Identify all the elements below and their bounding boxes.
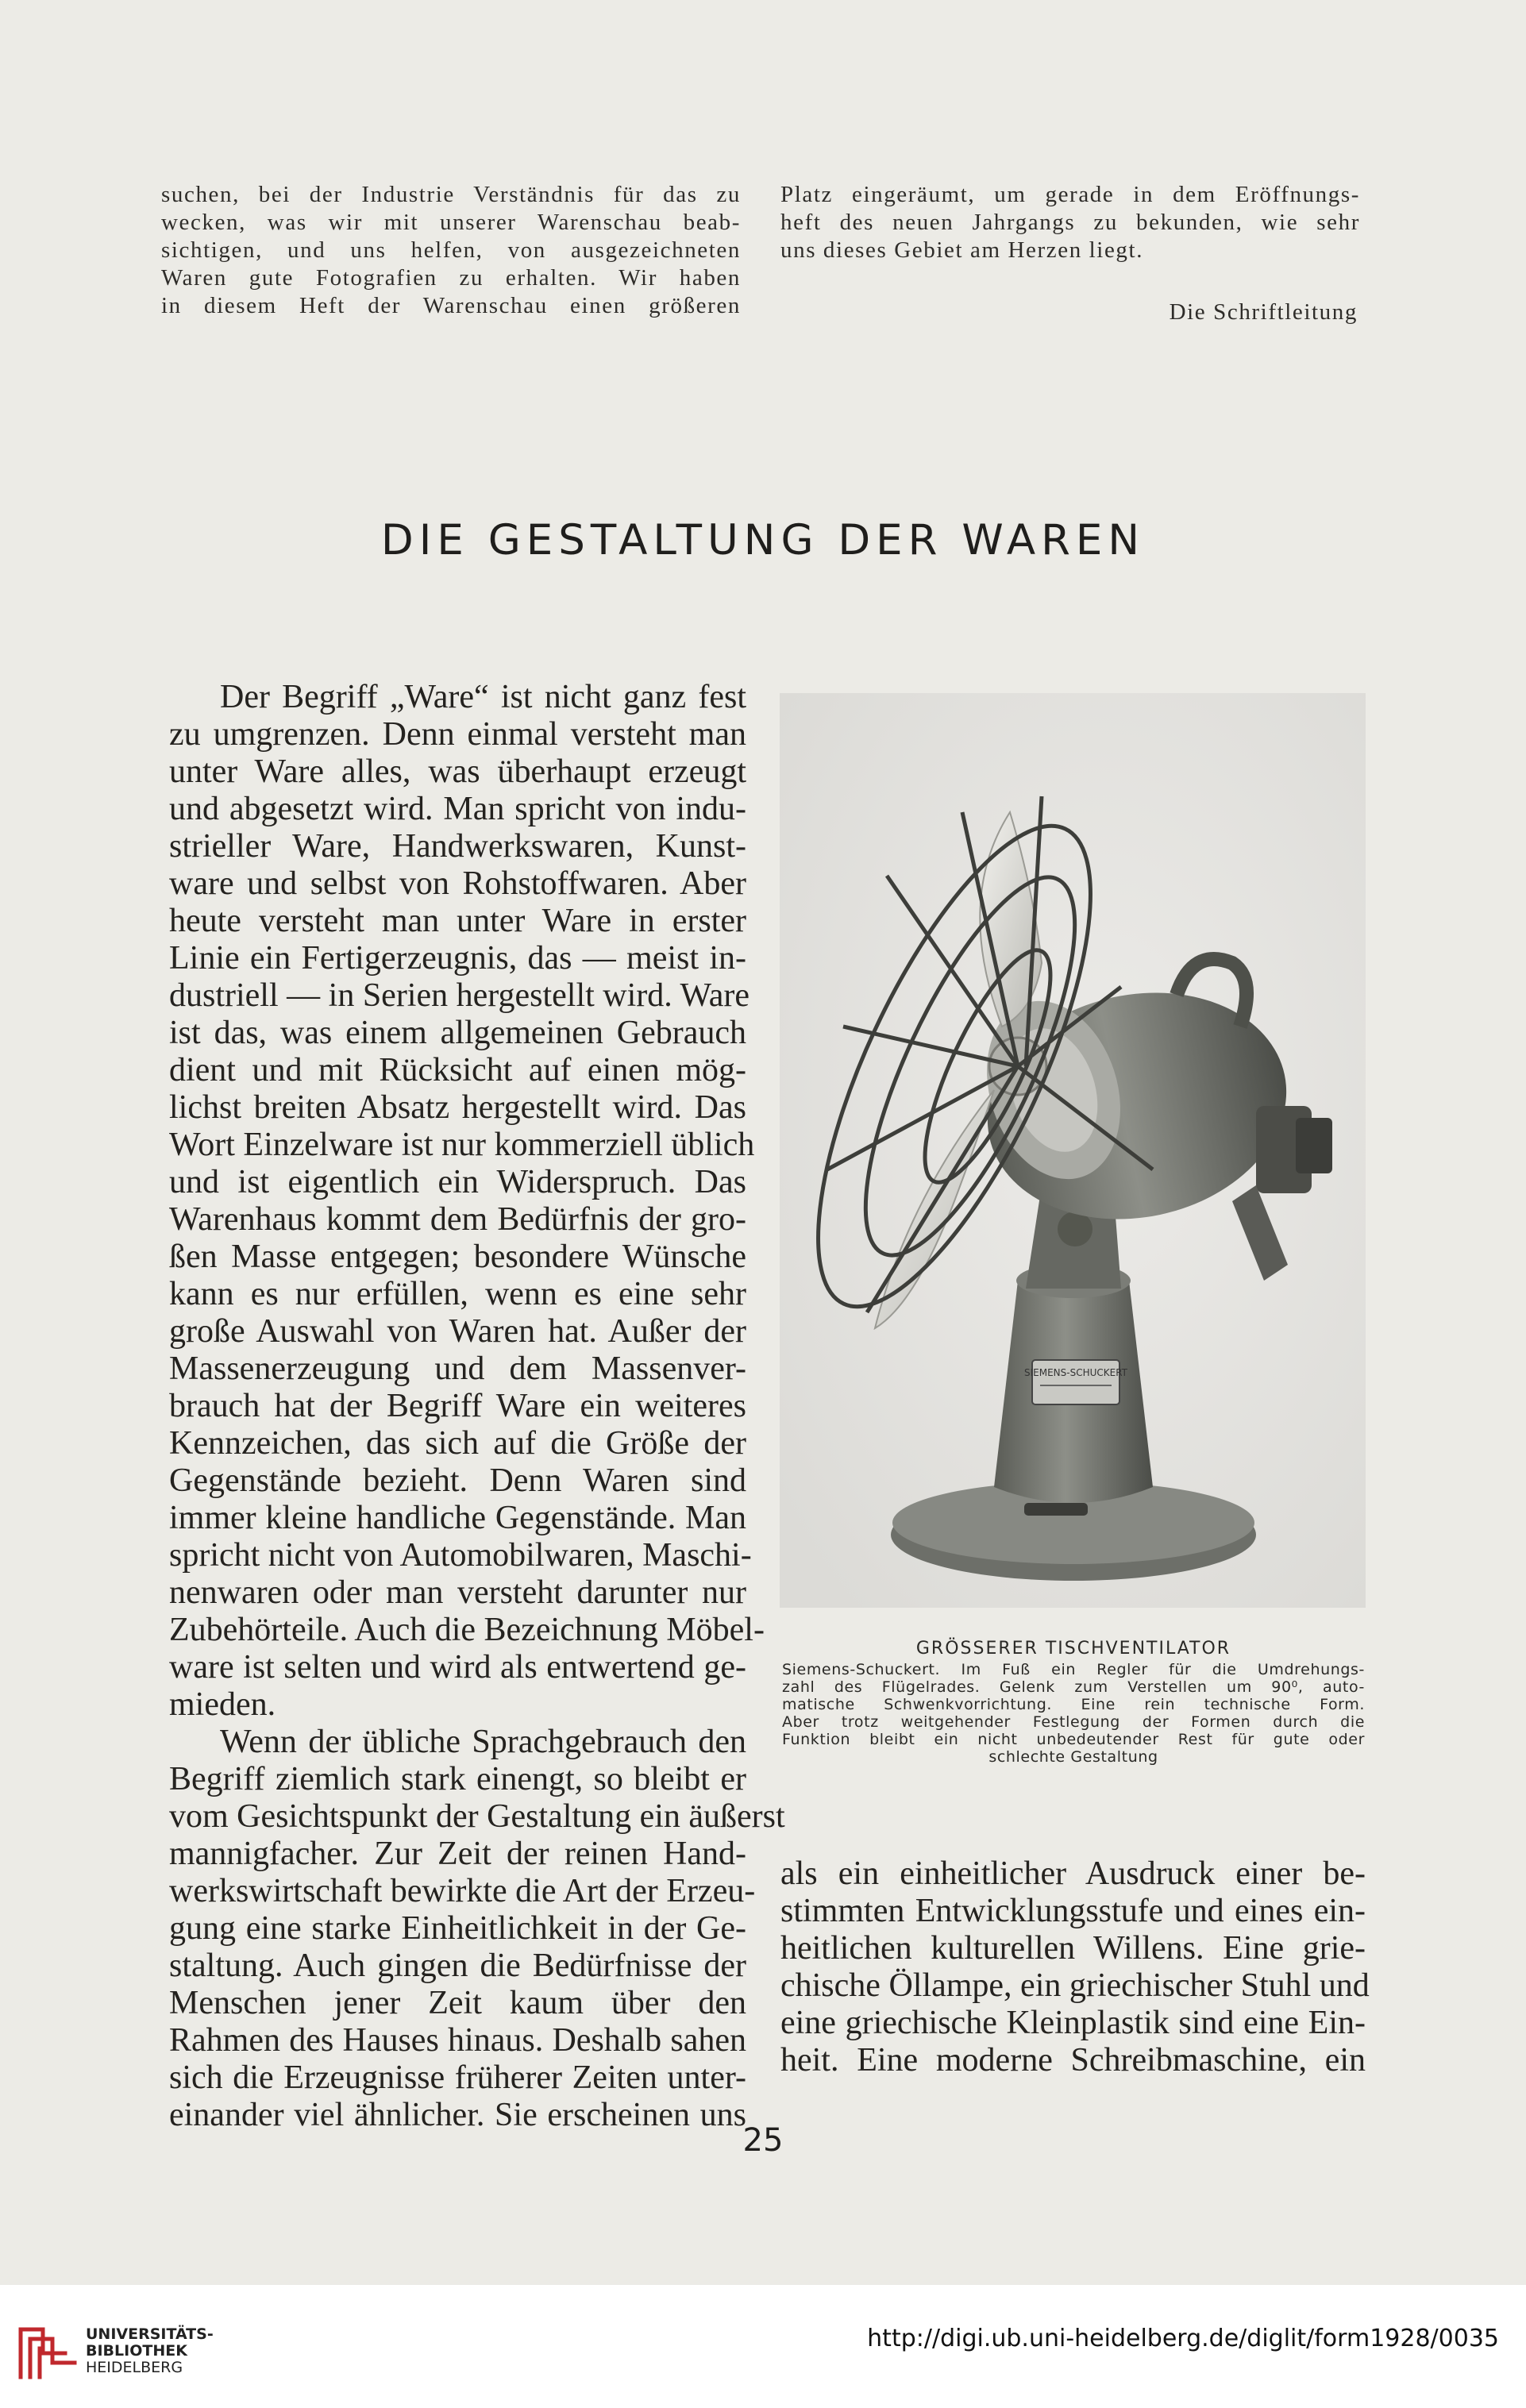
text-line: Der Begriff „Ware“ ist nicht ganz fest: [220, 679, 746, 715]
caption-line: matische Schwenkvorrichtung. Eine rein technische Form.: [782, 1696, 1365, 1713]
text-line: Gegenstände bezieht. Denn Waren sind: [169, 1462, 746, 1499]
caption-title: GRÖSSERER TISCHVENTILATOR: [915, 1639, 1231, 1659]
text-line: wecken, was wir mit unserer Warenschau beab-: [161, 210, 741, 235]
text-line: als ein einheitlicher Ausdruck einer be-: [780, 1855, 1366, 1892]
text-line: kann es nur erfüllen, wenn es eine sehr: [169, 1276, 746, 1312]
text-line: gung eine starke Einheitlichkeit in der Ge-: [169, 1910, 746, 1947]
intro-left-column: [161, 181, 741, 320]
source-url-link[interactable]: http://digi.ub.uni-heidelberg.de/diglit/form1928/0035: [867, 2325, 1499, 2352]
text-line: spricht nicht von Automobilwaren, Maschi-: [169, 1537, 752, 1574]
text-line: Menschen jener Zeit kaum über den: [169, 1985, 746, 2021]
library-logo-icon: [11, 2314, 83, 2385]
text-line: ware und selbst von Rohstoffwaren. Aber: [169, 865, 746, 902]
text-line: nenwaren oder man versteht darunter nur: [169, 1574, 746, 1611]
signature: Die Schriftleitung: [1169, 299, 1358, 325]
text-line: strieller Ware, Handwerkswaren, Kunst-: [169, 828, 746, 865]
text-line: unter Ware alles, was überhaupt erzeugt: [169, 753, 746, 790]
text-line: mannigfacher. Zur Zeit der reinen Hand-: [169, 1836, 746, 1872]
text-line: werkswirtschaft bewirkte die Art der Erzeu-: [169, 1873, 756, 1909]
text-line: sich die Erzeugnisse früherer Zeiten unter-: [169, 2059, 746, 2096]
text-line: ßen Masse entgegen; besondere Wünsche: [169, 1239, 746, 1275]
text-line: Zubehörteile. Auch die Bezeichnung Möbel-: [169, 1612, 765, 1648]
text-line: ware ist selten und wird als entwertend ge-: [169, 1649, 746, 1686]
text-line: uns dieses Gebiet am Herzen liegt.: [780, 237, 1144, 263]
text-line: in diesem Heft der Warenschau einen größeren: [161, 293, 741, 318]
library-name: [86, 2326, 214, 2376]
caption-line: Siemens-Schuckert. Im Fuß ein Regler für die Umdrehungs-: [782, 1661, 1365, 1678]
text-line: sichtigen, und uns helfen, von ausgezeichneten: [161, 237, 741, 263]
text-line: mieden.: [169, 1686, 276, 1723]
text-line: Kennzeichen, das sich auf die Größe der: [169, 1425, 746, 1462]
text-line: Begriff ziemlich stark einengt, so bleibt er: [169, 1761, 746, 1797]
fan-photo: [780, 693, 1366, 1608]
page-number: 25: [742, 2122, 784, 2159]
text-line: stimmten Entwicklungsstufe und eines ein-: [780, 1893, 1366, 1929]
text-line: Linie ein Fertigerzeugnis, das — meist in-: [169, 940, 746, 977]
text-line: große Auswahl von Waren hat. Außer der: [169, 1313, 746, 1350]
text-line: Wort Einzelware ist nur kommerziell üblich: [169, 1127, 755, 1163]
text-line: heitlichen kulturellen Willens. Eine grie-: [780, 1930, 1366, 1967]
text-line: vom Gesichtspunkt der Gestaltung ein äußerst: [169, 1798, 785, 1835]
text-line: und ist eigentlich ein Widerspruch. Das: [169, 1164, 746, 1200]
text-line: lichst breiten Absatz hergestellt wird. Das: [169, 1089, 746, 1126]
text-line: suchen, bei der Industrie Verständnis für das zu: [161, 182, 741, 207]
nameplate-text: SIEMENS-SCHUCKERT: [1023, 1367, 1128, 1378]
library-name-line: BIBLIOTHEK: [86, 2342, 187, 2360]
text-line: Platz eingeräumt, um gerade in dem Eröffnungs-: [780, 182, 1360, 207]
text-line: dustriell — in Serien hergestellt wird. Ware: [169, 977, 750, 1014]
caption-line: zahl des Flügelrades. Gelenk zum Verstellen um 90⁰, auto-: [782, 1678, 1365, 1696]
text-line: Massenerzeugung und dem Massenver-: [169, 1350, 746, 1387]
text-line: heit. Eine moderne Schreibmaschine, ein: [780, 2042, 1366, 2079]
text-line: ist das, was einem allgemeinen Gebrauch: [169, 1015, 746, 1051]
caption-line: Aber trotz weitgehender Festlegung der Formen durch die: [782, 1713, 1365, 1731]
caption-line: Funktion bleibt ein nicht unbedeutender Rest für gute oder: [782, 1731, 1365, 1748]
library-name-line: HEIDELBERG: [86, 2359, 183, 2376]
footer-bar: [0, 2285, 1526, 2408]
figure-caption: [782, 1637, 1365, 1766]
text-line: chische Öllampe, ein griechischer Stuhl und: [780, 1967, 1370, 2004]
library-name-line: UNIVERSITÄTS-: [86, 2325, 214, 2343]
caption-line: schlechte Gestaltung: [988, 1748, 1158, 1766]
text-line: Waren gute Fotografien zu erhalten. Wir haben: [161, 265, 741, 291]
text-line: heft des neuen Jahrgangs zu bekunden, wie sehr: [780, 210, 1360, 235]
text-line: zu umgrenzen. Denn einmal versteht man: [169, 716, 746, 753]
text-line: Wenn der übliche Sprachgebrauch den: [220, 1724, 746, 1760]
article-left-column: [169, 679, 785, 2134]
text-line: dient und mit Rücksicht auf einen mög-: [169, 1052, 746, 1088]
intro-right-column: [780, 181, 1360, 264]
text-line: und abgesetzt wird. Man spricht von indu-: [169, 791, 746, 827]
text-line: Rahmen des Hauses hinaus. Deshalb sahen: [169, 2022, 746, 2059]
text-line: immer kleine handliche Gegenstände. Man: [169, 1500, 746, 1536]
article-right-column: [780, 1855, 1370, 2079]
text-line: staltung. Auch gingen die Bedürfnisse der: [169, 1948, 746, 1984]
text-line: brauch hat der Begriff Ware ein weiteres: [169, 1388, 746, 1424]
article-title: DIE GESTALTUNG DER WAREN: [380, 516, 1146, 564]
text-line: heute versteht man unter Ware in erster: [169, 903, 746, 939]
table-fan-illustration: [780, 693, 1366, 1608]
text-line: einander viel ähnlicher. Sie erscheinen uns: [169, 2097, 746, 2133]
text-line: eine griechische Kleinplastik sind eine Ein-: [780, 2005, 1366, 2041]
text-line: Warenhaus kommt dem Bedürfnis der gro-: [169, 1201, 746, 1238]
